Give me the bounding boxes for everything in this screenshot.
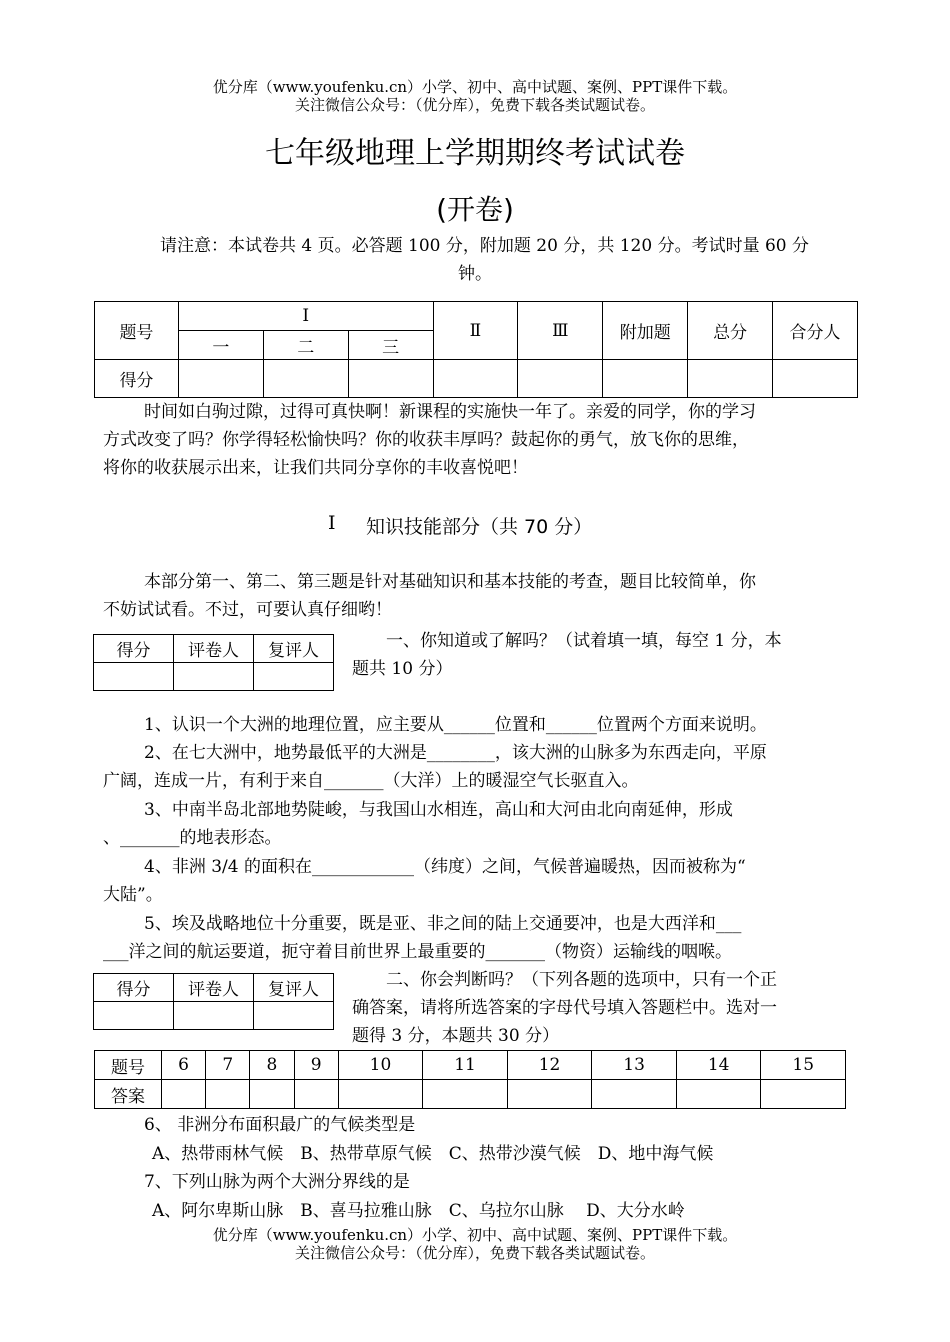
score-cell[interactable]	[178, 360, 263, 398]
grader-cell[interactable]	[174, 663, 254, 691]
answer-cell[interactable]	[761, 1080, 846, 1109]
header-line-1: 优分库（www.youfenku.cn）小学、初中、高中试题、案例、PPT课件下载。	[212, 78, 738, 96]
part-one-line-1: 一、你知道或了解吗？（试着填一填，每空 1 分，本	[386, 631, 782, 651]
score-cell[interactable]	[688, 360, 773, 398]
fill-q2-line-1: 2、在七大洲中，地势最低平的大洲是________，该大洲的山脉多为东西走向，平原	[144, 743, 767, 763]
score-cell[interactable]	[773, 360, 858, 398]
answer-cell[interactable]	[507, 1080, 592, 1109]
answer-cell[interactable]	[250, 1080, 294, 1109]
grader-cell[interactable]	[174, 1002, 254, 1030]
score-table-sub-2: 二	[263, 331, 348, 360]
score-table-part-1: I	[178, 302, 433, 331]
section-1-title: 知识技能部分（共 70 分）	[366, 516, 593, 538]
score-table-sub-1: 一	[178, 331, 263, 360]
fill-q3-line-2: 、_______的地表形态。	[103, 828, 282, 848]
fill-q4-line-1: 4、非洲 3/4 的面积在____________（纬度）之间，气候普遍暖热，因而被称为“	[144, 857, 746, 877]
grader-grader-label: 评卷人	[174, 974, 254, 1002]
fill-q1: 1、认识一个大洲的地理位置，应主要从______位置和______位置两个方面来说明。	[144, 715, 767, 735]
score-table-header-label: 题号	[95, 302, 179, 360]
section-1-number: I	[328, 512, 336, 534]
answer-table-number: 10	[338, 1051, 423, 1080]
answer-cell[interactable]	[423, 1080, 508, 1109]
score-table-bonus: 附加题	[603, 302, 688, 360]
answer-table-number: 14	[676, 1051, 761, 1080]
mc-q6: 6、 非洲分布面积最广的气候类型是	[144, 1115, 416, 1135]
grader-table-2	[93, 973, 334, 1030]
answer-cell[interactable]	[294, 1080, 338, 1109]
answer-table	[94, 1050, 846, 1109]
part-two-line-3: 题得 3 分，本题共 30 分）	[352, 1026, 560, 1046]
page-title: 七年级地理上学期期终考试试卷	[265, 136, 685, 171]
grader-reviewer-label: 复评人	[254, 974, 334, 1002]
answer-table-answer-label: 答案	[95, 1080, 162, 1109]
answer-table-number: 6	[162, 1051, 206, 1080]
intro-line-1: 时间如白驹过隙，过得可真快啊！新课程的实施快一年了。亲爱的同学，你的学习	[144, 402, 756, 422]
grader-cell[interactable]	[94, 663, 174, 691]
answer-cell[interactable]	[206, 1080, 250, 1109]
mc-q7: 7、下列山脉为两个大洲分界线的是	[144, 1172, 410, 1192]
fill-q5-line-1: 5、埃及战略地位十分重要，既是亚、非之间的陆上交通要冲，也是大西洋和___	[144, 914, 742, 934]
answer-table-number: 7	[206, 1051, 250, 1080]
section-1-intro-line-2: 不妨试试看。不过，可要认真仔细哟！	[103, 600, 392, 620]
answer-table-number: 15	[761, 1051, 846, 1080]
answer-table-number: 11	[423, 1051, 508, 1080]
fill-q5-line-2: ___洋之间的航运要道，扼守着目前世界上最重要的_______（物资）运输线的咽喉。	[103, 942, 732, 962]
score-cell[interactable]	[348, 360, 433, 398]
grader-cell[interactable]	[254, 1002, 334, 1030]
score-table-scorer: 合分人	[773, 302, 858, 360]
grader-cell[interactable]	[94, 1002, 174, 1030]
mc-q6-options: A、热带雨林气候 B、热带草原气候 C、热带沙漠气候 D、地中海气候	[152, 1144, 714, 1164]
grader-table-1	[93, 634, 334, 691]
answer-table-number: 13	[592, 1051, 677, 1080]
score-table	[94, 301, 858, 398]
grader-cell[interactable]	[254, 663, 334, 691]
answer-cell[interactable]	[338, 1080, 423, 1109]
notice-line-2: 钟。	[458, 264, 492, 284]
fill-q2-line-2: 广阔，连成一片，有利于来自_______（大洋）上的暖湿空气长驱直入。	[103, 771, 639, 791]
grader-score-label: 得分	[94, 974, 174, 1002]
intro-line-2: 方式改变了吗？你学得轻松愉快吗？你的收获丰厚吗？鼓起你的勇气，放飞你的思维，	[103, 430, 749, 450]
mc-q7-options: A、阿尔卑斯山脉 B、喜马拉雅山脉 C、乌拉尔山脉 D、大分水岭	[152, 1201, 685, 1221]
header-line-2: 关注微信公众号：（优分库），免费下载各类试题试卷。	[294, 96, 655, 114]
answer-table-number: 8	[250, 1051, 294, 1080]
score-cell[interactable]	[433, 360, 518, 398]
grader-reviewer-label: 复评人	[254, 635, 334, 663]
grader-grader-label: 评卷人	[174, 635, 254, 663]
intro-line-3: 将你的收获展示出来，让我们共同分享你的丰收喜悦吧！	[103, 458, 528, 478]
score-cell[interactable]	[603, 360, 688, 398]
score-cell[interactable]	[518, 360, 603, 398]
part-one-line-2: 题共 10 分）	[352, 659, 453, 679]
score-table-total: 总分	[688, 302, 773, 360]
score-table-score-label: 得分	[95, 360, 179, 398]
score-table-sub-3: 三	[348, 331, 433, 360]
answer-cell[interactable]	[592, 1080, 677, 1109]
grader-score-label: 得分	[94, 635, 174, 663]
notice-line-1: 请注意：本试卷共 4 页。必答题 100 分，附加题 20 分，共 120 分。考试时量 60 分	[160, 236, 810, 256]
part-two-line-1: 二、你会判断吗？（下列各题的选项中，只有一个正	[386, 970, 777, 990]
section-1-intro-line-1: 本部分第一、第二、第三题是针对基础知识和基本技能的考查，题目比较简单，你	[144, 572, 756, 592]
answer-cell[interactable]	[162, 1080, 206, 1109]
answer-table-number: 12	[507, 1051, 592, 1080]
footer-line-2: 关注微信公众号：（优分库），免费下载各类试题试卷。	[294, 1244, 655, 1262]
score-table-part-3: Ⅲ	[518, 302, 603, 360]
footer-line-1: 优分库（www.youfenku.cn）小学、初中、高中试题、案例、PPT课件下载。	[212, 1226, 738, 1244]
answer-table-number: 9	[294, 1051, 338, 1080]
page-subtitle: (开卷)	[436, 193, 514, 226]
fill-q3-line-1: 3、中南半岛北部地势陡峻，与我国山水相连，高山和大河由北向南延伸，形成	[144, 800, 733, 820]
answer-table-number-label: 题号	[95, 1051, 162, 1080]
answer-cell[interactable]	[676, 1080, 761, 1109]
part-two-line-2: 确答案，请将所选答案的字母代号填入答题栏中。选对一	[352, 998, 777, 1018]
score-cell[interactable]	[263, 360, 348, 398]
score-table-part-2: Ⅱ	[433, 302, 518, 360]
fill-q4-line-2: 大陆”。	[103, 885, 163, 905]
